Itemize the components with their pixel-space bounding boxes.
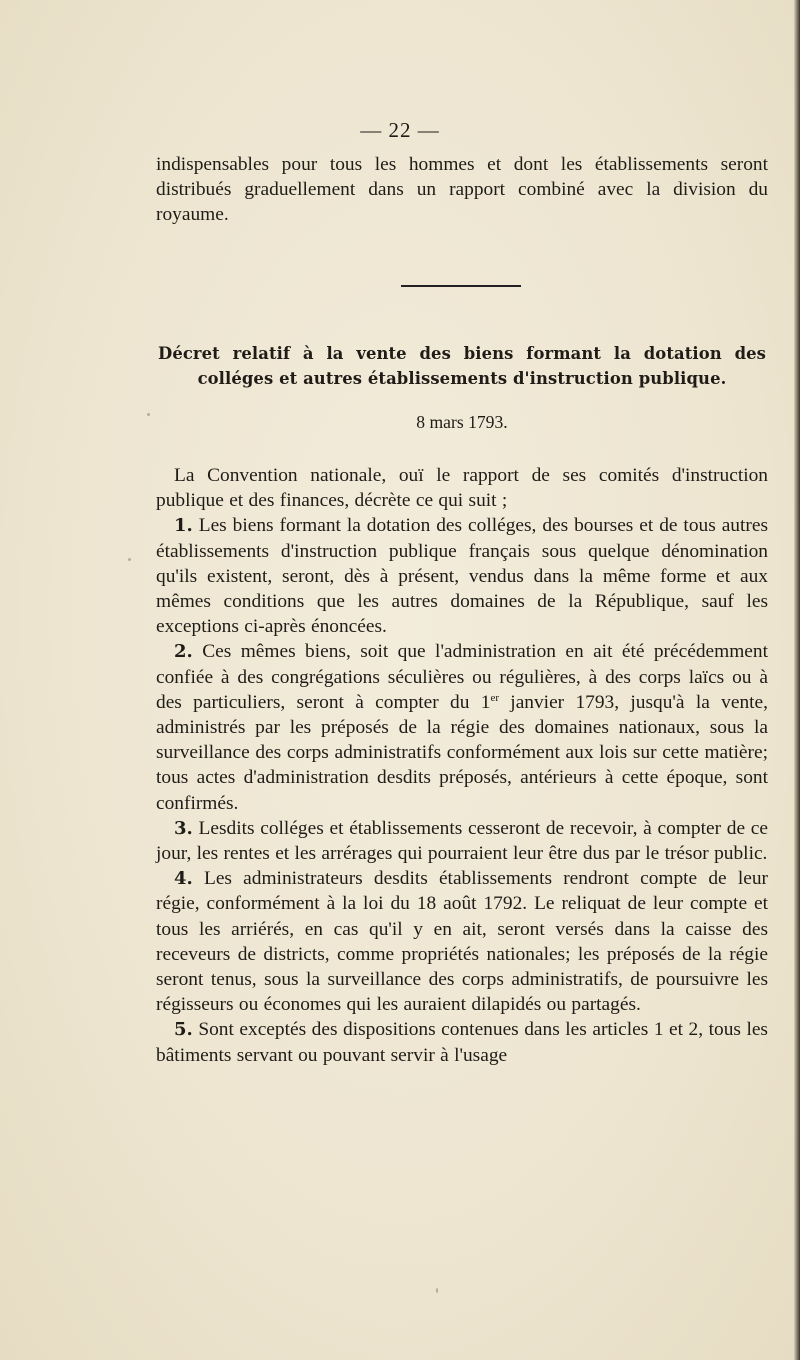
section-divider (401, 285, 521, 287)
paper-speck (128, 558, 131, 561)
decree-preamble: La Convention nationale, ouï le rapport de ses comités d'instruction publique et des finances, décrète ce qui suit ; (156, 465, 768, 512)
article-text: Les administrateurs desdits établissements rendront compte de leur régie, conformément à la loi du 18 août 1792. Le reliquat de leur compte et tous les arriérés, en cas qu'il y en ait, seront versés dans la caisse des receveurs de districts, comme propriétés nationales; les préposés de la régie seront tenus, sous la surveillance des corps administratifs, de poursuivre les régisseurs ou économes qui les auraient dilapidés ou partagés. (156, 868, 768, 1016)
decree-body (156, 463, 768, 1068)
ordinal-superscript: er (490, 691, 499, 704)
paper-speck (436, 1288, 438, 1293)
article-5 (156, 1017, 768, 1067)
article-text: Ces mêmes biens, soit que l'administration en ait été précédemment confiée à des congrégations séculières ou régulières, à des corps laïcs ou à des particuliers, seront à compter du 1 (156, 641, 768, 713)
article-4 (156, 866, 768, 1017)
article-1 (156, 513, 768, 639)
page-number: — 22 — (360, 118, 440, 142)
article-number: 2. (174, 641, 193, 663)
article-number: 1. (174, 515, 193, 537)
article-text: Lesdits colléges et établissements cesseront de recevoir, à compter de ce jour, les rentes et les arrérages qui pourraient leur être dus par le trésor public. (156, 817, 768, 865)
decree-date: 8 mars 1793. (416, 412, 508, 432)
article-number: 4. (174, 868, 193, 890)
decree-title: Décret relatif à la vente des biens formant la dotation des colléges et autres établissements d'instruction publique. (158, 344, 766, 388)
article-number: 5. (174, 1019, 193, 1041)
article-2 (156, 639, 768, 815)
intro-text: indispensables pour tous les hommes et dont les établissements seront distribués graduellement dans un rapport combiné avec la division du royaume. (156, 154, 768, 226)
intro-paragraph (156, 152, 768, 228)
page-edge-shadow (794, 0, 800, 1360)
article-3 (156, 816, 768, 866)
article-text: Les biens formant la dotation des colléges, des bourses et de tous autres établissements d'instruction publique français sous quelque dénomination qu'ils existent, seront, dès à présent, vendus dans la même forme et aux mêmes conditions que les autres domaines de la République, sauf les exceptions ci-après énoncées. (156, 515, 768, 638)
article-text: Sont exceptés des dispositions contenues dans les articles 1 et 2, tous les bâtiments servant ou pouvant servir à l'usage (156, 1019, 768, 1066)
article-number: 3. (174, 817, 193, 839)
article-text-continued: janvier 1793, jusqu'à la vente, administrés par les préposés de la régie des domaines nationaux, sous la surveillance des corps administratifs conformément aux lois sur cette matière; tous actes d'administration desdits préposés, antérieurs à cette époque, sont confirmés. (156, 691, 768, 814)
